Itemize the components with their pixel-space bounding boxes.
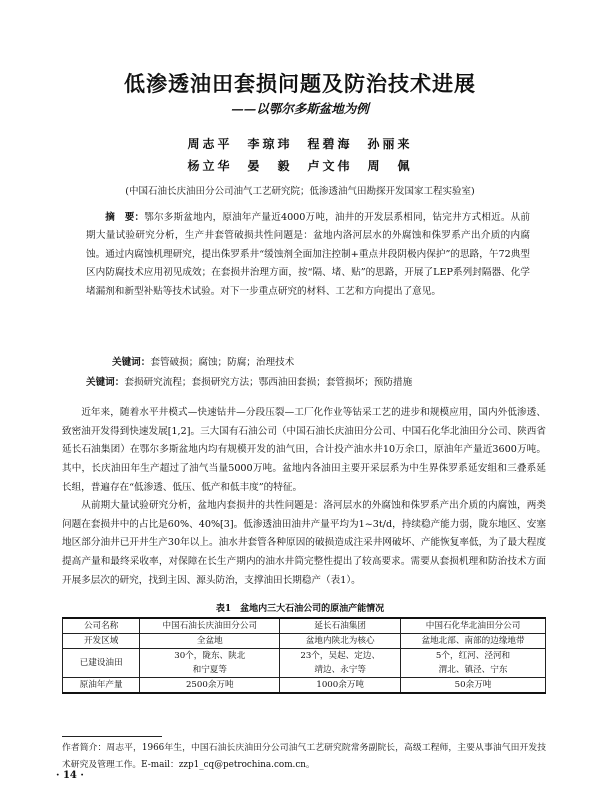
table-cell: 已建设油田 — [63, 649, 140, 678]
table-cell: 50余万吨 — [401, 678, 546, 694]
page-number: · 14 · — [56, 770, 84, 781]
table-cell: 原油年产量 — [63, 678, 140, 694]
table-row — [63, 678, 546, 694]
keywords2-label: 关键词： — [86, 377, 125, 388]
table-cell: 30个，陇东、陕北 和宁夏等 — [140, 649, 280, 678]
keywords2-text: 套损研究流程；套损研究方法；鄂西油田套损；套管损坏；预防措施 — [124, 377, 413, 388]
keywords-text: 套管破损；腐蚀；防腐；治理技术 — [150, 357, 295, 368]
table-cell: 开发区域 — [63, 634, 140, 649]
body-paragraph-1: 近年来，随着水平井模式—快速钻井—分段压裂—工厂化作业等钻采工艺的进步和规模应用，国内外低渗透、致密油开发得到快速发展[1,2]。三大国有石油公司（中国石油长庆油田分公司、中国石化华北油田分公司、陕西省延长石油集团）在鄂尔多斯盆地内均有规模开发的油气田，合计投产油水井10万余口，原油年产量近3600万吨。其中，长庆油田年生产超过了油气当量5000万吨。盆地内各油田主要开采层系为中生界侏罗系延安组和三叠系延长组，普遍存在“低渗透、低压、低产和低丰度”的特征。 — [62, 407, 546, 493]
keywords-secondary — [86, 374, 412, 388]
affiliation: (中国石油长庆油田分公司油气工艺研究院；低渗透油气田勘探开发国家工程实验室) — [125, 186, 475, 197]
table-header-row — [63, 618, 546, 634]
table-row — [63, 649, 546, 678]
abstract-text: 鄂尔多斯盆地内，原油年产量近4000万吨，油井的开发层系相同，钻完井方式相近。从前期大量试验研究分析，生产井套管破损共性问题是：盆地内洛河层水的外腐蚀和侏罗系产出介质的内腐蚀。通过内腐蚀机理研究，提出侏罗系井“缓蚀剂全面加注控制+重点井段阴极内保护”的思路，午72典型区内防腐技术应用初见成效；在套损井治理方面，按“隔、堵、贴”的思路，开展了LEP系列封隔器、化学堵漏剂和新型补贴等技术试验。对下一步重点研究的材料、工艺和方向提出了意见。 — [86, 212, 530, 297]
table-row — [63, 634, 546, 649]
table-header-cell: 公司名称 — [63, 618, 140, 634]
table-header-cell: 延长石油集团 — [280, 618, 401, 634]
table-cell: 1000余万吨 — [280, 678, 401, 694]
paper-subtitle: ——以鄂尔多斯盆地为例 — [231, 101, 369, 116]
production-table — [62, 617, 546, 694]
table-caption: 表1 盆地内三大石油公司的原油产能情况 — [215, 604, 385, 614]
table-header-cell: 中国石化华北油田分公司 — [401, 618, 546, 634]
footnote-rule — [62, 736, 162, 737]
abstract-label: 摘 要： — [105, 212, 145, 223]
table-cell: 全盆地 — [140, 634, 280, 649]
table-cell: 盆地北部、南部的边缘地带 — [401, 634, 546, 649]
abstract — [86, 209, 530, 301]
table-cell: 盆地内陕北为核心 — [280, 634, 401, 649]
author-line-2: 杨立华 晏 毅 卢文伟 周 佩 — [187, 159, 413, 173]
keywords — [112, 354, 294, 368]
table-cell: 23个，吴起、定边、 靖边、永宁等 — [280, 649, 401, 678]
table-cell: 2500余万吨 — [140, 678, 280, 694]
table-header-cell: 中国石油长庆油田分公司 — [140, 618, 280, 634]
author-footnote: 作者简介：周志平，1966年生，中国石油长庆油田分公司油气工艺研究院常务副院长，高级工程师，主要从事油气田开发技术研究及管理工作。E-mail：zzp1_cq@petrochina.com.cn。 — [62, 743, 546, 770]
paper-title: 低渗透油田套损问题及防治技术进展 — [124, 72, 476, 96]
keywords-label: 关键词： — [112, 357, 151, 368]
table-cell: 5个，红河、泾河和 渭北、镇泾、宁东 — [401, 649, 546, 678]
body-paragraph-2: 从前期大量试验研究分析，盆地内套损井的共性问题是：洛河层水的外腐蚀和侏罗系产出介质的内腐蚀，两类问题在套损井中的占比是60%、40%[3]。低渗透油田油井产量平均为1~3t/d，持续稳产能力弱，陇东地区、安塞地区部分油井已开井生产30年以上。油水井套管各种原因的破损造成注采井网破坏、产能恢复率低，为了最大程度提高产量和最终采收率，对保障在长生产期内的油水井筒完整性提出了较高要求。需要从套损机理和防治技术方面开展多层次的研究，找到主因、源头防治，支撑油田长期稳产（表1）。 — [62, 500, 546, 586]
author-line-1: 周志平 李琼玮 程碧海 孙丽来 — [187, 137, 413, 151]
